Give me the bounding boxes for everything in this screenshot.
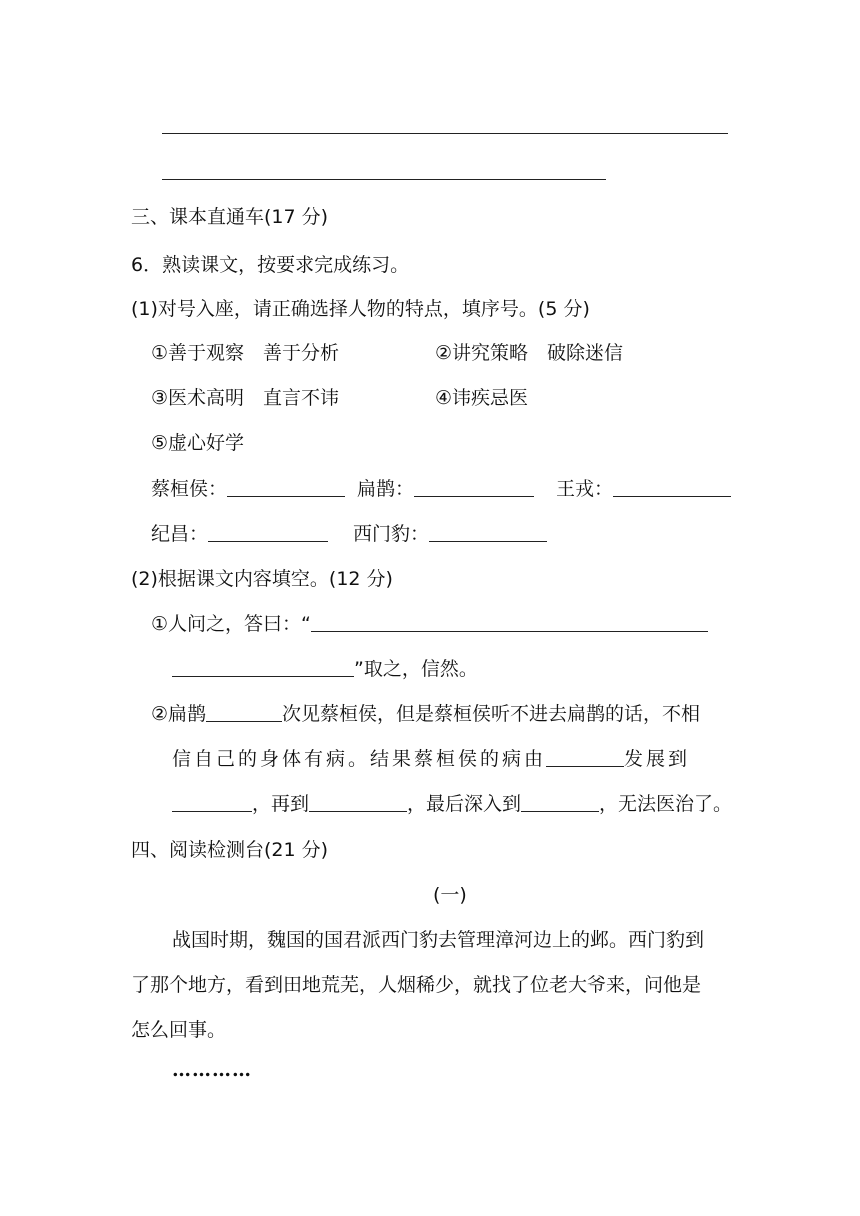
- fill-item-1-end: [172, 657, 478, 681]
- person-label: 王戎：: [556, 478, 614, 500]
- option-4: ④讳疾忌医: [435, 387, 529, 409]
- fill-text: ，无法医治了。: [599, 793, 733, 815]
- answer-blank[interactable]: [546, 748, 624, 767]
- part1-prompt: (1)对号入座，请正确选择人物的特点，填序号。(5 分): [131, 298, 590, 320]
- option-3: ③医术高明 直言不讳: [151, 387, 340, 409]
- fill-text: ①人问之，答曰：“: [151, 613, 311, 635]
- answer-blank[interactable]: [309, 793, 407, 812]
- answer-blank[interactable]: [172, 793, 252, 812]
- fill-item-1-start: [151, 612, 708, 636]
- answer-blank[interactable]: [429, 523, 547, 542]
- question-6: 6．熟读课文，按要求完成练习。: [131, 254, 410, 276]
- option-5: ⑤虚心好学: [151, 432, 245, 454]
- fill-item-2-line2: [172, 747, 690, 771]
- person-label: 扁鹊：: [357, 478, 415, 500]
- fill-text: ，最后深入到: [407, 793, 522, 815]
- passage-line-1: 战国时期，魏国的国君派西门豹去管理漳河边上的邺。西门豹到: [172, 929, 705, 951]
- option-1: ①善于观察 善于分析: [151, 342, 340, 364]
- person-label: 西门豹：: [353, 523, 430, 545]
- part2-prompt: (2)根据课文内容填空。(12 分): [131, 568, 393, 590]
- answer-blank[interactable]: [172, 658, 354, 677]
- section4-heading: 四、阅读检测台(21 分): [131, 839, 329, 861]
- fill-text: 信自己的身体有病。结果蔡桓侯的病由: [172, 748, 547, 770]
- fill-text: ，再到: [252, 793, 310, 815]
- passage-number: (一): [433, 884, 467, 906]
- person-wang-rong: [556, 477, 731, 501]
- person-cai-huanhou: [151, 477, 345, 501]
- person-label: 蔡桓侯：: [151, 478, 228, 500]
- passage-line-2: 了那个地方，看到田地荒芜，人烟稀少，就找了位老大爷来，问他是: [131, 974, 702, 996]
- answer-blank[interactable]: [521, 793, 599, 812]
- answer-blank[interactable]: [206, 703, 282, 722]
- answer-blank[interactable]: [414, 478, 534, 497]
- answer-blank[interactable]: [613, 478, 731, 497]
- person-label: 纪昌：: [151, 523, 209, 545]
- fill-item-2-line3: [172, 792, 732, 816]
- answer-blank[interactable]: [227, 478, 345, 497]
- fill-text: ”取之，信然。: [354, 658, 478, 680]
- person-ximen-bao: [353, 522, 547, 546]
- answer-blank[interactable]: [311, 613, 708, 632]
- answer-blank[interactable]: [208, 523, 328, 542]
- passage-ellipsis: …………: [172, 1059, 252, 1081]
- option-2: ②讲究策略 破除迷信: [435, 342, 624, 364]
- section3-heading: 三、课本直通车(17 分): [131, 206, 329, 228]
- fill-item-2-line1: [151, 702, 700, 726]
- fill-text: ②扁鹊: [151, 703, 207, 725]
- passage-line-3: 怎么回事。: [131, 1019, 227, 1041]
- answer-line-2: [162, 179, 606, 180]
- answer-line-1: [162, 133, 728, 134]
- person-ji-chang: [151, 522, 328, 546]
- person-bian-que: [357, 477, 534, 501]
- fill-text: 次见蔡桓侯，但是蔡桓侯听不进去扁鹊的话，不相: [282, 703, 701, 725]
- fill-text: 发展到: [624, 748, 691, 770]
